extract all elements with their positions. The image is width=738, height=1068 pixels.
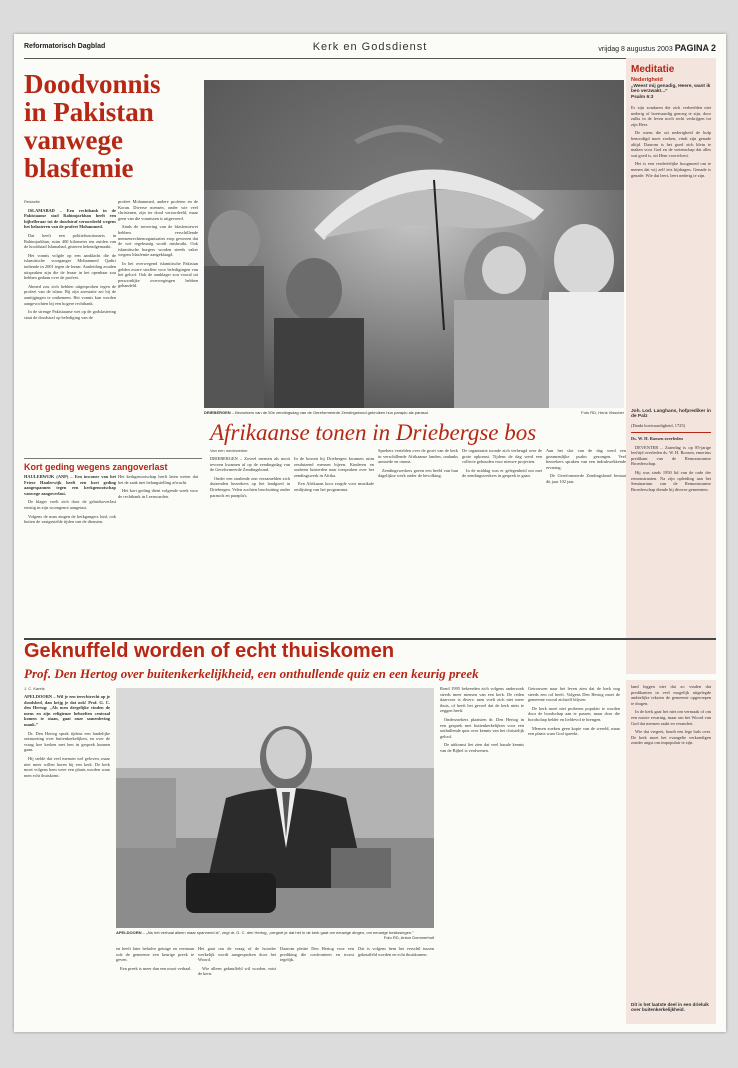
meditatie-subheading: Nederigheid xyxy=(631,77,663,83)
geknuffeld-column-4 xyxy=(280,946,354,1024)
meditatie-note: (Dankt boetvaardigheid, 1725) xyxy=(631,423,686,428)
newspaper-page xyxy=(14,34,726,1032)
masthead xyxy=(24,40,716,59)
photo-credit: Foto RD, Anton Dommerholt xyxy=(383,935,434,940)
paragraph: Sprekers vertelden over de groei van de kerk in verschillende Afrikaanse landen, ondanks armoede en onrust. xyxy=(378,448,458,465)
afrika-headline: Afrikaanse tonen in Driebergse bos xyxy=(210,420,537,445)
paragraph: Onder een stralende zon verzamelden zich duizenden bezoekers op het landgoed in Driebergen. Velen zochten beschutting onder parasols en paraplu's. xyxy=(210,475,290,498)
paragraph: De mens die uit nederigheid de hulp benoodigd moet zoeken, vindt zijn genade altijd. Daarom is het goed zich klein te maken voor God en de wetenschap dat alles wat goed is, uit Hem voortvloeit. xyxy=(631,130,711,158)
page-label: PAGINA xyxy=(674,43,710,53)
section-title: Kerk en Godsdienst xyxy=(312,41,428,53)
caption-place: DRIEBERGEN xyxy=(204,410,231,415)
paragraph: De klager voelt zich door de geluidsoverlast ernstig in zijn woongenot aangetast. xyxy=(24,499,116,510)
afrika-byline: Van een medewerker xyxy=(210,448,248,453)
pakistan-column-1 xyxy=(24,199,116,444)
geknuffeld-column-2 xyxy=(116,946,194,1024)
caption-text: – Bezoekers van de 50e zendingsdag van de Gereformeerde Zendingsbond gebruiken hun paraplu als parasol. xyxy=(230,410,430,415)
paragraph: Een preek is meer dan een mooi verhaal. xyxy=(120,965,192,971)
paragraph: De uitkomst liet zien dat veel basale kennis van de Bijbel is verdwenen. xyxy=(440,742,524,753)
paragraph: Er zijn zondaren die zich verbeelden niet nederig of boetvaardig genoeg te zijn, door zulks in de leven noch recht verkrijgen tot zijn Heer. xyxy=(631,105,711,127)
geknuffeld-deck: Prof. Den Hertog over buitenkerkelijkheid, een onthullende quiz en een keurig preek xyxy=(24,666,479,681)
caption-text: – „Als het verhaal alleen maar spannend is”, zegt dr. G. C. den Hertog, „vergeet je dat het in de kerk gaat om eeuwige dingen, om eeuwige beslissingen.” xyxy=(141,930,414,935)
den-hertog-photo-caption xyxy=(116,930,434,940)
pakistan-lead: ISLAMABAD – Een rechtbank in de Pakistaanse stad Rahimjarkhan heeft een bijbelleraar tot de doodstraf veroordeeld wegens het belasteren van de profeet Mohammed. xyxy=(24,207,116,230)
issue-date: vrijdag 8 augustus 2003 xyxy=(598,46,673,53)
geknuffeld-headline: Geknuffeld worden of echt thuiskomen xyxy=(24,640,395,662)
paragraph: De organisatie toonde zich verheugd over de grote opkomst. Tijdens de dag werd een collecte gehouden voor nieuwe projecten. xyxy=(462,448,542,465)
paragraph: In de strenge Pakistaanse wet op de godslastering staat de doodstraf op belediging van de xyxy=(24,309,116,320)
geknuffeld-lead: APELDOORN – Wil je een terechtrecht op je doodsbed, dan krijg je dat ook! Prof. G. C. den Hertog: „Als men dergelijke vinden de mens en zijn religieuze behoeften centraal komen te staan, gaat onze samenleving mank.” xyxy=(24,694,110,727)
paragraph: Dat heeft een politiefunctionaris in Rahimjarkhan, ruim 400 kilometer ten zuiden van de hoofdstad Islamabad, gisteren bekendgemaakt. xyxy=(24,232,116,250)
paper-name: Reformatorisch Dagblad xyxy=(24,43,106,50)
paragraph: De Gereformeerde Zendingsbond bestaat dit jaar 102 jaar. xyxy=(546,473,626,484)
page-info xyxy=(598,43,716,53)
paragraph: Rond 1995 bekeerden zich volgens onderzoek steeds meer mensen van een kerk. De reden daarvoor is divers: men voelt zich niet meer thuis, of heeft het gevoel dat de kerk niets te zeggen heeft. xyxy=(440,686,524,714)
afrika-column-2 xyxy=(294,456,374,634)
geknuffeld-column-3 xyxy=(198,946,276,1024)
paragraph: Het is een verderfelijke hoogmoed om te menen dat wij zelf iets bijdragen. Genade is genade. Wie dat leert, leert nederig te zijn. xyxy=(631,161,711,178)
geknuffeld-column-7 xyxy=(528,686,620,1024)
afrika-column-3 xyxy=(378,448,458,634)
afrika-column-1 xyxy=(210,456,290,634)
series-note: Dit is het laatste deel in een drieluik over buitenkerkelijkheid. xyxy=(631,1002,709,1012)
meditatie-heading: Meditatie xyxy=(631,64,675,75)
kort-geding-headline: Kort geding wegens zangoverlast xyxy=(24,458,202,472)
paragraph: Getrouwen naar het leven zien dat de kerk nog steeds een rol heeft. Volgens Den Hertog moet de gemeente vooral zichzelf blijven. xyxy=(528,686,620,703)
geknuffeld-column-1 xyxy=(24,694,110,1024)
paragraph: DRIEBERGEN – Zoveel mensen als nooit tevoren kwamen af op de zendingsdag van de Gereformeerde Zendingsbond. xyxy=(210,456,290,473)
paragraph: In het overwegend islamitische Pakistan gelden zware straffen voor beledigingen van het geloof. Ook de aanklager zou vooral uit persoonlijke overwegingen hebben gehandeld. xyxy=(118,260,198,289)
paragraph: Het vonnis volgde op een aanklacht die de islamitische voorganger Mohammed Qadiri indiende in 2001 tegen de leraar. Aanleiding zouden uitspraken zijn die de leraar in het openbaar zou hebben gedaan over de profeet. xyxy=(24,252,116,281)
geknuffeld-byline: J. C. Karels xyxy=(24,686,45,691)
paragraph: Daarom pleitte Den Hertog voor een prediking die confronteert en troost tegelijk. xyxy=(280,946,354,963)
obituary-block xyxy=(631,432,711,586)
paragraph: Zendingswerkers gaven een beeld van hun dagelijkse werk onder de bevolking. xyxy=(378,467,458,479)
afrika-column-4 xyxy=(462,448,542,634)
zendingsdag-photo xyxy=(204,80,624,408)
portrait-illustration xyxy=(116,688,434,928)
meditatie-author: Joh. Lod. Langhans, hofprediker in de Palz xyxy=(631,409,711,419)
paragraph: Het kort geding dient volgende week voor de rechtbank in Leeuwarden. xyxy=(118,488,198,499)
paragraph: Wie alleen geknuffeld wil worden, mist de kern. xyxy=(198,965,276,977)
paragraph: en heeft later behalve getuige en vermaan ook de gemeente een keurige preek te geven. xyxy=(116,946,194,963)
paragraph: Mensen zoeken geen kopie van de wereld, maar een plaats waar God spreekt. xyxy=(528,725,620,737)
caption-place: APELDOORN xyxy=(116,930,142,935)
paragraph: Volgens de man zingen de kerkgangers luid, ook buiten de vastgestelde tijden van de diensten. xyxy=(24,513,116,525)
paragraph: Het kerkgenootschap heeft laten weten dat het de zaak met belangstelling afwacht. xyxy=(118,474,198,485)
paragraph: In de middag was er gelegenheid om met de zendingswerkers in gesprek te gaan. xyxy=(462,467,542,479)
geknuffeld-column-5 xyxy=(358,946,434,1024)
paragraph: In de kerk gaat het niet om vermaak of om een mooie ervaring, maar om het Woord van God dat mensen raakt en verandert. xyxy=(631,709,711,726)
photo-credit: Foto RD, Henk Visscher xyxy=(581,410,624,415)
paragraph: Aan het slot van de dag werd een gezamenlijke psalm gezongen. Veel bezoekers spraken van een indrukwekkende ervaring. xyxy=(546,448,626,470)
paragraph: Een Afrikaans koor zorgde voor muzikale omlijsting van het programma. xyxy=(294,481,374,492)
afrika-column-5 xyxy=(546,448,626,634)
paragraph: land leggen niet dat zo vinden dat predikanten in veel mogelijk uitgelegde ambtelijke teksten de gemeente opgeroepen te dragen. xyxy=(631,684,711,706)
geknuffeld-column-6 xyxy=(440,686,524,1024)
paragraph: Hij was sinds 1950 lid van de orde der remonstranten. Na zijn opleiding aan het Seminarium van de Remonstrantse Broederschap diende hij diverse gemeenten. xyxy=(631,469,711,492)
paragraph: In de bossen bij Driebergen kwamen ruim zesduizend mensen bijeen. Kinderen en ouderen luisterden naar toespraken over het zendingswerk in Afrika. xyxy=(294,456,374,478)
paragraph: De kerk moet niet proberen populair te worden door de boodschap aan te passen, maar door die boodschap helder en liefdevol te brengen. xyxy=(528,705,620,722)
meditatie-body xyxy=(631,105,711,405)
paragraph: Het gaat om de vraag of de hoorder werkelijk wordt aangesproken door het Woord. xyxy=(198,946,276,963)
zendingsdag-photo-caption xyxy=(204,410,624,415)
umbrella-crowd-illustration xyxy=(204,80,624,408)
pakistan-byline: Redactie xyxy=(24,199,40,204)
pakistan-headline: Doodvonnis in Pakistan vanwege blasfemie xyxy=(24,69,161,183)
paragraph: Dr. Den Hertog sprak tijdens een landelijke ontmoeting over buitenkerkelijken, en over de vraag hoe kerken met hen in gesprek kunnen gaan. xyxy=(24,730,110,753)
paragraph: DEVENTER – Zaterdag is op 85-jarige leeftijd overleden ds. W. H. Roosen, emeritus predikant van de Remonstrantse Broederschap. xyxy=(631,444,711,467)
paragraph: Hij stelde dat veel mensen wel geloven, maar niet meer willen horen bij een kerk. De kerk moet volgens hem weer een plaats worden waar men echt thuiskomt. xyxy=(24,755,110,778)
page-number: 2 xyxy=(710,43,716,53)
meditatie-sidebar xyxy=(626,58,716,674)
obituary-title: Ds. W. H. Roosen overleden xyxy=(631,436,683,441)
paragraph: Wie dat vergeet, houdt een lege huls over. De kerk moet het evangelie verkondigen zonder angst om impopulair te zijn. xyxy=(631,729,711,746)
paragraph: Onderzoekers plaatsten dr. Den Hertog in een gesprek met buitenkerkelijken voor een onthullende quiz over kennis van het christelijk geloof. xyxy=(440,716,524,739)
den-hertog-photo xyxy=(116,688,434,928)
sidebar-body xyxy=(631,684,711,998)
meditatie-reference: Psalm 6:3 xyxy=(631,95,654,100)
kort-geding-column-1 xyxy=(24,474,116,634)
paragraph: Ahmed zou zich hebben uitgesproken tegen de profeet van de islam. Bij zijn arrestatie zei hij de aantijgingen te ontkennen. Het vonnis kan worden aangevochten bij een hogere rechtbank. xyxy=(24,283,116,306)
paragraph: Sinds de invoering van de blasfemiewet hebben verschillende mensenrechtenorganisaties erop gewezen dat de wet regelmatig wordt misbruikt. Ook islamitische burgers worden steeds vaker wegens blasfemie aangeklaagd. xyxy=(118,224,198,258)
kort-geding-lead: HAULERWIJK (ANP) – Een inwoner van het Friese Haulerwijk heeft een kort geding aangespannen tegen een kerkgenootschap vanwege zangoverlast. xyxy=(24,474,116,496)
kort-geding-column-2 xyxy=(118,474,198,634)
meditatie-quote: „Weest mij genadig, Heere, want ik ben verzwakt...” xyxy=(631,84,711,94)
paragraph: Dat is volgens hem het verschil tussen geknuffeld worden en echt thuiskomen. xyxy=(358,946,434,957)
paragraph: profeet Mohammed, andere profeten en de Koran. Diverse mensen, onder wie veel christenen, zijn ter dood veroordeeld, maar geen van die vonnissen is uitgevoerd. xyxy=(118,199,198,221)
geknuffeld-sidebar xyxy=(626,680,716,1024)
pakistan-column-2 xyxy=(118,199,198,444)
